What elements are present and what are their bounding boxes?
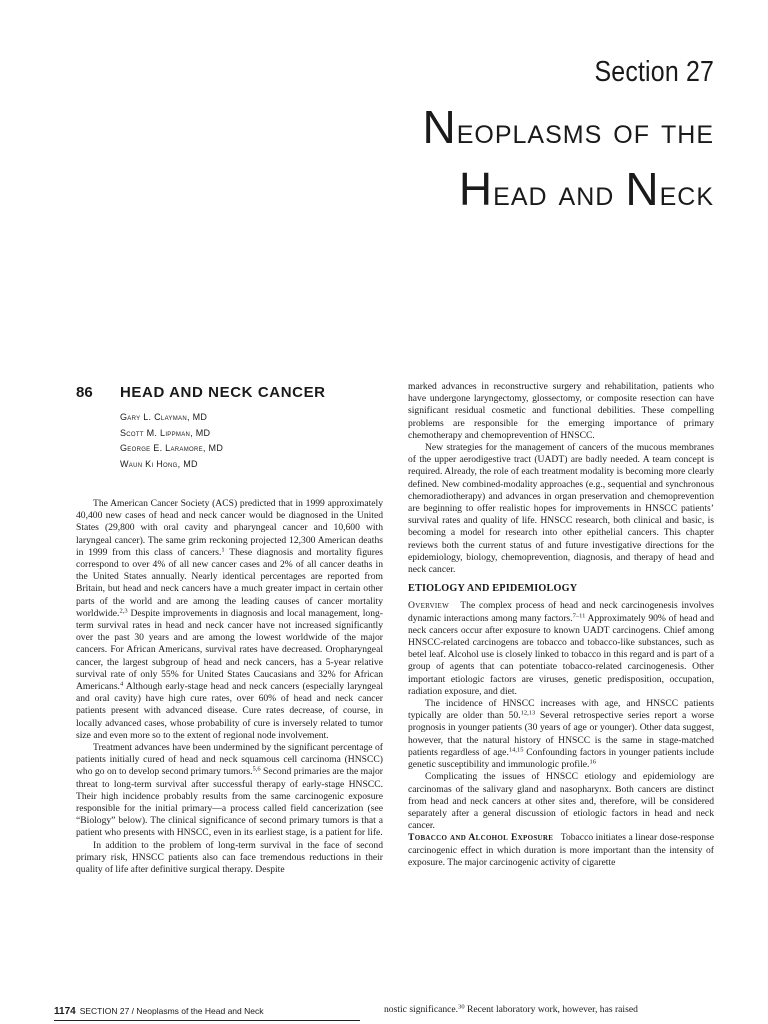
run-in-heading: Tobacco and Alcohol Exposure bbox=[408, 832, 554, 844]
body-paragraph: Complicating the issues of HNSCC etiology and epidemiology are carcinomas of the salivary gland and nasopharynx. Both cancers are distinct from head and neck cancers at other sites and, therefore, will be considered separately after a general discussion of etiologic factors in head and neck cancer. bbox=[408, 771, 714, 832]
next-column-fragment: nostic significance.$^{30}$ Recent laboratory work, however, has raised bbox=[384, 1003, 638, 1015]
section-heading: ETIOLOGY AND EPIDEMIOLOGY bbox=[408, 583, 578, 595]
title-initial: H bbox=[458, 163, 494, 215]
title-initial: N bbox=[625, 163, 660, 215]
body-paragraph: Treatment advances have been undermined by the significant percentage of patients initially cured of head and neck squamous cell carcinoma (HNSCC) who go on to develop second primary tumors.$^{5,6}$ Second primaries are the major threat to long-term survival after successful therapy of early-stage HNSCC. Their high incidence probably results from the same carcinogenic exposure responsible for the initial primary—a process called field cancerization (see “Biology” below). The clinical significance of second primary tumors is that a patient who presents with HNSCC, even in its earliest stage, is a patient for life. bbox=[76, 742, 383, 839]
body-paragraph: In addition to the problem of long-term survival in the face of second primary risk, HNSCC patients also can face tremendous reductions in their quality of life after definitive surgical therapy. Despite bbox=[76, 839, 383, 876]
body-paragraph: New strategies for the management of cancers of the mucous membranes of the upper aerodigestive tract (UADT) are badly needed. A team concept is required. Already, the role of each treatment modality is becoming more clearly defined. New combined-modality approaches (e.g., sequential and synchronous chemoradiotherapy) and advances in organ preservation and chemoprevention are beginning to offer realistic hopes for improvements in HNSCC patients’ survival rates and quality of life. HNSCC research, both clinical and basic, is becoming a model for research into other epithelial cancers. This chapter reviews both the current status of and future investigative directions for the epidemiology, biology, chemoprevention, diagnosis, and therapy of head and neck cancer. bbox=[408, 442, 714, 576]
page-footer bbox=[54, 1006, 360, 1021]
citation-superscript: 7–11 bbox=[572, 612, 586, 620]
body-paragraph: marked advances in reconstructive surgery and rehabilitation, patients who have undergone laryngectomy, glossectomy, or composite resection can have significant residual cosmetic and functional debilities. These compelling problems are responsible for the emerging importance of primary chemotherapy and chemoprevention of HNSCC. bbox=[408, 381, 714, 441]
title-initial: N bbox=[422, 101, 457, 153]
title-text: ead and bbox=[493, 172, 626, 213]
body-paragraph: The American Cancer Society (ACS) predicted that in 1999 approximately 40,400 new cases of head and neck cancer would be diagnosed in the United States (29,800 with oral cavity and pharyngeal cancer and 10,600 with laryngeal cancer). The same grim reckoning projected 12,300 American deaths in 1999 from this class of cancers.$^1$ These diagnosis and mortality figures correspond to over 4% of all new cancer cases and 2% of all cancer deaths in the United States annually. Nearly identical percentages are reported from Britain, but head and neck cancers have a much greater impact in certain other parts of the world and are among the leading causes of cancer mortality worldwide.$^{2,3}$ Despite improvements in diagnosis and local management, long-term survival rates in head and neck cancer have not increased significantly over the past 30 years and are among the lowest worldwide of the major cancers. For African Americans, survival rates have decreased. Oropharyngeal cancer, the largest subgroup of head and neck cancers, has a 5-year relative survival rate of only 55% for United States Caucasians and 32% for African Americans.$^4$ Although early-stage head and neck cancers (especially laryngeal and oral cavity) have high cure rates, over 60% of head and neck cancer patients present with advanced disease. Cure rates decrease, of course, in locally advanced cases, whose probability of cure is inversely related to tumor size and even more so to the extent of regional node involvement. bbox=[76, 498, 383, 741]
citation-superscript: 14,15 bbox=[508, 746, 524, 754]
citation-superscript: 16 bbox=[589, 758, 596, 766]
author-name: George E. Laramore, MD bbox=[120, 443, 224, 453]
citation-superscript: 30 bbox=[458, 1003, 465, 1011]
page-number: 1174 bbox=[54, 1006, 76, 1017]
citation-superscript: 12,13 bbox=[520, 709, 536, 717]
left-column bbox=[76, 498, 383, 876]
title-text: eck bbox=[659, 172, 714, 213]
citation-superscript: 1 bbox=[221, 546, 225, 554]
part-title-line-1 bbox=[422, 98, 714, 160]
citation-superscript: 5,6 bbox=[252, 765, 261, 773]
citation-superscript: 2,3 bbox=[119, 607, 128, 615]
running-head: SECTION 27 / Neoplasms of the Head and Neck bbox=[79, 1006, 264, 1016]
body-paragraph: The incidence of HNSCC increases with age, and HNSCC patients typically are older than 50.$^{12,13}$ Several retrospective series report a worse prognosis in younger patients (30 years of age or younger). Other data suggest, however, that the natural history of HNSCC is the same in stage-matched patients regardless of age.$^{14,15}$ Confounding factors in younger patients include genetic susceptibility and immunologic profile.$^{16}$ bbox=[408, 698, 714, 771]
part-title bbox=[422, 98, 714, 222]
author-name: Waun Ki Hong, MD bbox=[120, 458, 198, 469]
body-paragraph: Overview The complex process of head and neck carcinogenesis involves dynamic interactions among many factors.$^{7-11}$ Approximately 90% of head and neck cancers occur after exposure to known UADT carcinogens. Chief among HNSCC-related carcinogens are tobacco and tobacco-like substances, such as betel leaf. Alcohol use is closely linked to tobacco in this regard and is part of a group of agents that can potentiate tobacco-related carcinogenesis. Other important etiologic factors are viruses, genetic predisposition, occupation, radiation exposure, and diet. bbox=[408, 600, 714, 697]
right-column bbox=[408, 381, 714, 869]
author-name: Gary L. Clayman, MD bbox=[120, 412, 208, 422]
run-in-heading: Overview bbox=[408, 600, 450, 612]
title-text: eoplasms of the bbox=[456, 110, 714, 151]
part-title-line-2 bbox=[422, 160, 714, 222]
author-list bbox=[120, 410, 223, 472]
chapter-title: HEAD AND NECK CANCER bbox=[120, 384, 326, 401]
chapter-number: 86 bbox=[76, 384, 93, 401]
author-name: Scott M. Lippman, MD bbox=[120, 427, 211, 438]
section-label: Section 27 bbox=[594, 56, 714, 88]
body-paragraph: Tobacco and Alcohol Exposure Tobacco initiates a linear dose-response carcinogenic effect in which duration is more important than the intensity of exposure. The major carcinogenic activity of cigarette bbox=[408, 832, 714, 868]
citation-superscript: 4 bbox=[119, 680, 124, 688]
